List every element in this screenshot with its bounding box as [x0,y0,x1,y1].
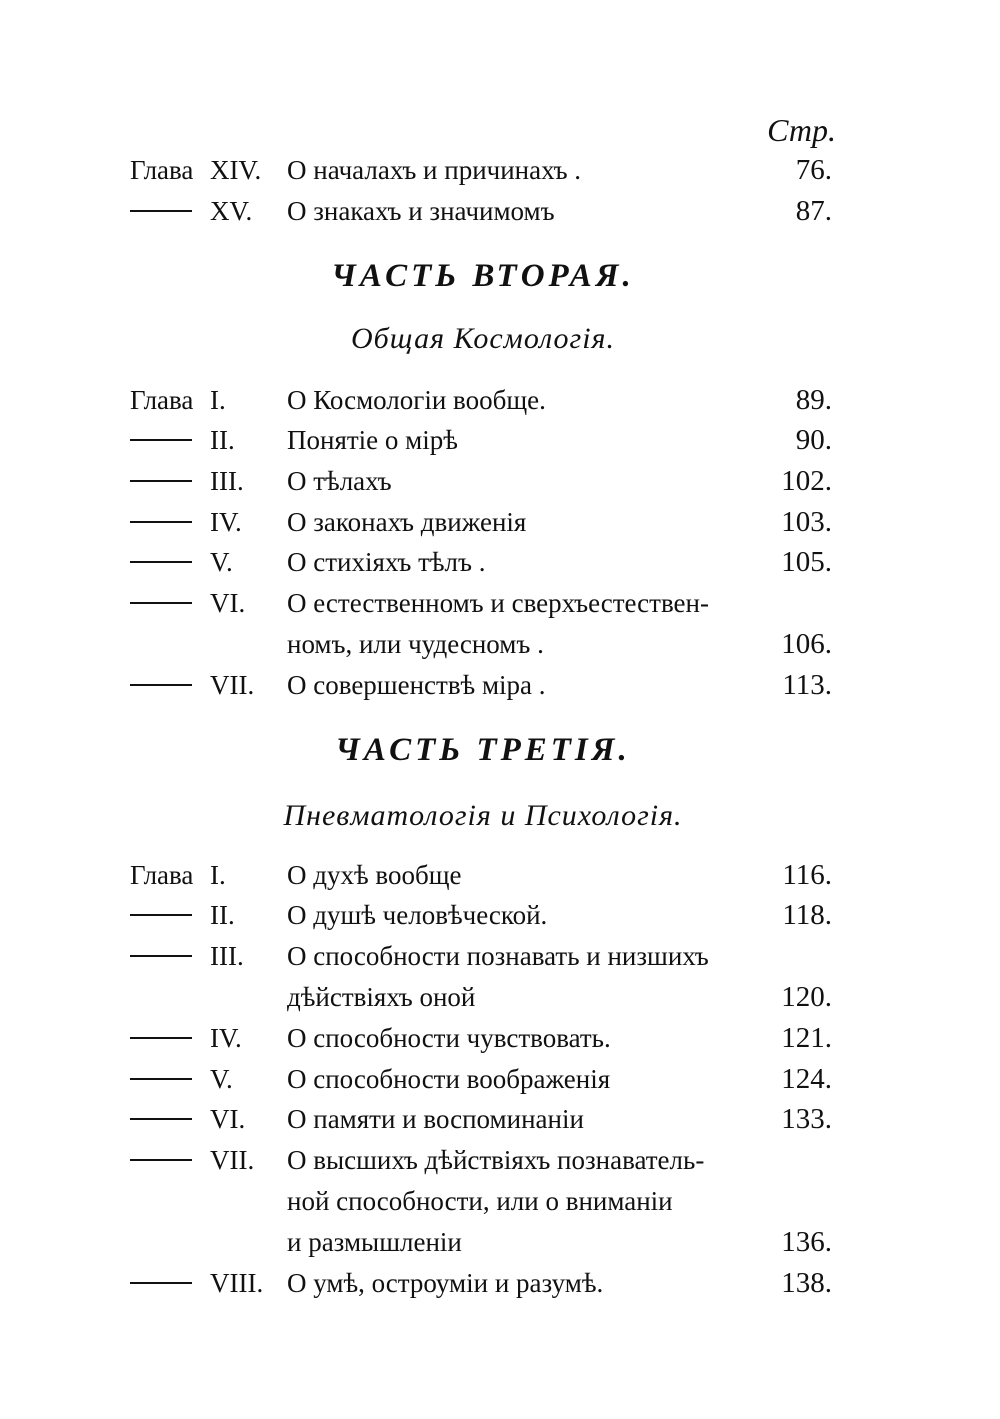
toc-row [0,936,1000,976]
chapter-title: Понятіе о мірѣ [287,425,458,455]
chapter-lead: Глава [130,155,194,185]
chapter-title: О естественномъ и сверхъестествен- [287,588,709,618]
chapter-title: О способности познавать и низшихъ [287,941,709,971]
chapter-number: II. [210,425,235,455]
page-number: 120. [781,981,832,1013]
chapter-number: VII. [210,670,255,700]
toc-row [0,895,1000,935]
chapter-number: I. [210,385,226,415]
chapter-title: О способности воображенія [287,1064,611,1094]
toc-row [0,1018,1000,1058]
page-number: 121. [781,1022,832,1054]
chapter-number: V. [210,1064,233,1094]
page-number: 90. [795,424,832,456]
page-number: 106. [781,628,832,660]
ditto-dash [130,561,192,563]
part-two-subtitle: Общая Космологія. [350,322,616,355]
chapter-number: V. [210,547,233,577]
chapter-number: VIII. [210,1268,264,1298]
chapter-title: О началахъ и причинахъ . [287,155,582,185]
toc-row [0,583,1000,623]
page-number: 76. [795,154,832,186]
chapter-title: О высшихъ дѣйствіяхъ познаватель- [287,1145,705,1175]
page-number: 89. [795,384,832,416]
toc-row-continuation [0,1181,1000,1221]
toc-row [0,665,1000,705]
chapter-number: XV. [210,196,253,226]
ditto-dash [130,1037,192,1039]
chapter-number: VII. [210,1145,255,1175]
ditto-dash [130,521,192,523]
ditto-dash [130,684,192,686]
chapter-title: ной способности, или о вниманіи [287,1186,673,1216]
part-three-title: ЧАСТЬ ТРЕТІЯ. [335,732,631,768]
page-number: 113. [782,669,832,701]
chapter-number: IV. [210,1023,242,1053]
toc-row [0,1099,1000,1139]
chapter-title: О памяти и воспоминаніи [287,1104,584,1134]
toc-row [0,1140,1000,1180]
toc-row [0,542,1000,582]
part-two-title: ЧАСТЬ ВТОРАЯ. [331,258,635,294]
chapter-lead: Глава [130,385,194,415]
chapter-title: и размышленіи [287,1227,462,1257]
page-number: 124. [781,1063,832,1095]
toc-row [0,1263,1000,1303]
chapter-title: О душѣ человѣческой. [287,900,548,930]
chapter-title: О духѣ вообще [287,860,462,890]
chapter-lead: Глава [130,860,194,890]
chapter-title: О Космологіи вообще. [287,385,546,415]
toc-row [0,380,1000,420]
chapter-title: дѣйствіяхъ оной [287,982,476,1012]
ditto-dash [130,914,192,916]
toc-row [0,420,1000,460]
chapter-number: XIV. [210,155,262,185]
chapter-number: VI. [210,1104,246,1134]
part-three-subtitle: Пневматологія и Психологія. [283,799,683,832]
page-number: 133. [781,1103,832,1135]
toc-row [0,461,1000,501]
toc-row [0,1059,1000,1099]
page-number: 116. [782,859,832,891]
page-number: 102. [781,465,832,497]
ditto-dash [130,1078,192,1080]
ditto-dash [130,439,192,441]
chapter-number: II. [210,900,235,930]
ditto-dash [130,602,192,604]
toc-row [0,150,1000,190]
toc-row [0,191,1000,231]
chapter-number: VI. [210,588,246,618]
ditto-dash [130,210,192,212]
ditto-dash [130,1118,192,1120]
toc-row [0,502,1000,542]
page-column-label: Стр. [767,112,836,148]
page-number: 87. [795,195,832,227]
ditto-dash [130,955,192,957]
ditto-dash [130,1159,192,1161]
chapter-number: I. [210,860,226,890]
chapter-title: О совершенствѣ міра . [287,670,546,700]
toc-row-continuation [0,624,1000,664]
chapter-title: О умѣ, остроуміи и разумѣ. [287,1268,604,1298]
chapter-title: О тѣлахъ [287,466,392,496]
chapter-number: III. [210,466,244,496]
page-number: 103. [781,506,832,538]
chapter-number: IV. [210,507,242,537]
page-number: 105. [781,546,832,578]
chapter-title: О способности чувствовать. [287,1023,611,1053]
toc-row [0,855,1000,895]
chapter-title: О знакахъ и значимомъ [287,196,555,226]
ditto-dash [130,1282,192,1284]
toc-row-continuation [0,1222,1000,1262]
page-number: 118. [782,899,832,931]
ditto-dash [130,480,192,482]
chapter-title: О законахъ движенія [287,507,527,537]
chapter-title: номъ, или чудесномъ . [287,629,544,659]
page-number: 136. [781,1226,832,1258]
chapter-number: III. [210,941,244,971]
page-number: 138. [781,1267,832,1299]
chapter-title: О стихіяхъ тѣлъ . [287,547,486,577]
toc-row-continuation [0,977,1000,1017]
